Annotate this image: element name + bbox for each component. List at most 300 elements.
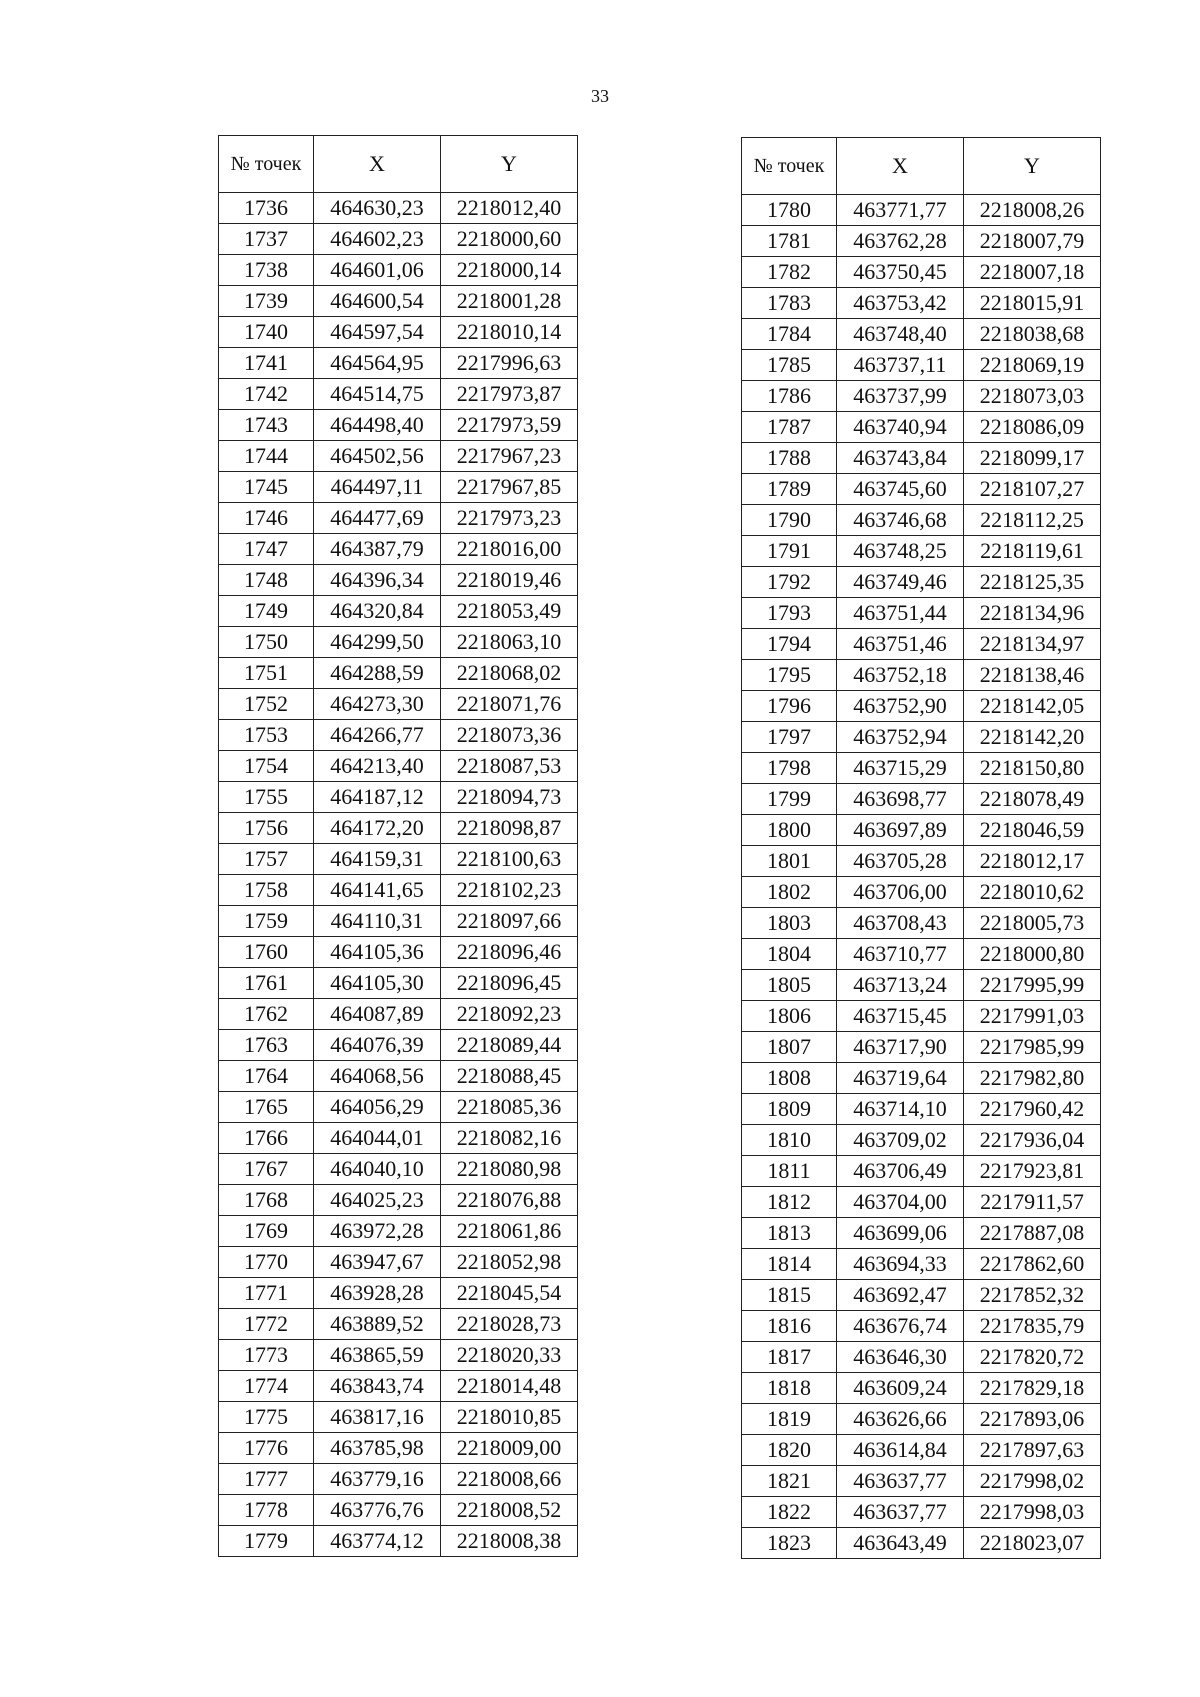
- x-coordinate-cell: 464110,31: [314, 906, 441, 937]
- point-number-cell: 1810: [742, 1125, 837, 1156]
- y-coordinate-cell: 2218045,54: [441, 1278, 578, 1309]
- x-coordinate-cell: 463889,52: [314, 1309, 441, 1340]
- y-coordinate-cell: 2218071,76: [441, 689, 578, 720]
- point-number-cell: 1747: [219, 534, 314, 565]
- x-coordinate-cell: 463609,24: [837, 1373, 964, 1404]
- x-coordinate-cell: 463785,98: [314, 1433, 441, 1464]
- table-body: [219, 193, 578, 1557]
- coordinates-table-left: [218, 135, 578, 1557]
- table-row: [742, 877, 1101, 908]
- y-coordinate-cell: 2218112,25: [964, 505, 1101, 536]
- x-coordinate-cell: 463745,60: [837, 474, 964, 505]
- table-row: [219, 720, 578, 751]
- table-row: [219, 658, 578, 689]
- x-coordinate-cell: 463717,90: [837, 1032, 964, 1063]
- table-row: [742, 288, 1101, 319]
- header-x: X: [314, 136, 441, 193]
- table-row: [742, 1528, 1101, 1559]
- table-row: [742, 1280, 1101, 1311]
- point-number-cell: 1740: [219, 317, 314, 348]
- y-coordinate-cell: 2218012,17: [964, 846, 1101, 877]
- x-coordinate-cell: 463740,94: [837, 412, 964, 443]
- table-row: [219, 286, 578, 317]
- y-coordinate-cell: 2218142,20: [964, 722, 1101, 753]
- table-row: [742, 226, 1101, 257]
- table-row: [219, 1495, 578, 1526]
- table-row: [742, 1311, 1101, 1342]
- x-coordinate-cell: 463774,12: [314, 1526, 441, 1557]
- table-row: [742, 753, 1101, 784]
- x-coordinate-cell: 463704,00: [837, 1187, 964, 1218]
- y-coordinate-cell: 2217996,63: [441, 348, 578, 379]
- table-row: [219, 813, 578, 844]
- table-row: [219, 1154, 578, 1185]
- x-coordinate-cell: 463715,45: [837, 1001, 964, 1032]
- table-row: [742, 970, 1101, 1001]
- x-coordinate-cell: 463737,11: [837, 350, 964, 381]
- y-coordinate-cell: 2218020,33: [441, 1340, 578, 1371]
- point-number-cell: 1803: [742, 908, 837, 939]
- point-number-cell: 1798: [742, 753, 837, 784]
- point-number-cell: 1772: [219, 1309, 314, 1340]
- table-row: [742, 1063, 1101, 1094]
- table-row: [219, 844, 578, 875]
- y-coordinate-cell: 2218000,14: [441, 255, 578, 286]
- point-number-cell: 1787: [742, 412, 837, 443]
- table-row: [742, 1404, 1101, 1435]
- table-row: [742, 412, 1101, 443]
- table-row: [219, 1030, 578, 1061]
- y-coordinate-cell: 2218085,36: [441, 1092, 578, 1123]
- x-coordinate-cell: 464040,10: [314, 1154, 441, 1185]
- y-coordinate-cell: 2218092,23: [441, 999, 578, 1030]
- x-coordinate-cell: 463637,77: [837, 1497, 964, 1528]
- y-coordinate-cell: 2218087,53: [441, 751, 578, 782]
- y-coordinate-cell: 2217835,79: [964, 1311, 1101, 1342]
- y-coordinate-cell: 2218000,60: [441, 224, 578, 255]
- y-coordinate-cell: 2218015,91: [964, 288, 1101, 319]
- y-coordinate-cell: 2218073,36: [441, 720, 578, 751]
- point-number-cell: 1800: [742, 815, 837, 846]
- y-coordinate-cell: 2217820,72: [964, 1342, 1101, 1373]
- y-coordinate-cell: 2217991,03: [964, 1001, 1101, 1032]
- y-coordinate-cell: 2217829,18: [964, 1373, 1101, 1404]
- y-coordinate-cell: 2218086,09: [964, 412, 1101, 443]
- table-row: [219, 410, 578, 441]
- y-coordinate-cell: 2218142,05: [964, 691, 1101, 722]
- y-coordinate-cell: 2218100,63: [441, 844, 578, 875]
- table-row: [219, 379, 578, 410]
- point-number-cell: 1745: [219, 472, 314, 503]
- x-coordinate-cell: 464266,77: [314, 720, 441, 751]
- table-row: [742, 1218, 1101, 1249]
- y-coordinate-cell: 2218150,80: [964, 753, 1101, 784]
- point-number-cell: 1762: [219, 999, 314, 1030]
- point-number-cell: 1764: [219, 1061, 314, 1092]
- point-number-cell: 1796: [742, 691, 837, 722]
- coordinates-table-right: [741, 137, 1101, 1559]
- y-coordinate-cell: 2218008,26: [964, 195, 1101, 226]
- y-coordinate-cell: 2218078,49: [964, 784, 1101, 815]
- table-row: [219, 193, 578, 224]
- x-coordinate-cell: 463752,90: [837, 691, 964, 722]
- x-coordinate-cell: 463699,06: [837, 1218, 964, 1249]
- x-coordinate-cell: 463865,59: [314, 1340, 441, 1371]
- y-coordinate-cell: 2217998,03: [964, 1497, 1101, 1528]
- x-coordinate-cell: 464299,50: [314, 627, 441, 658]
- x-coordinate-cell: 463746,68: [837, 505, 964, 536]
- x-coordinate-cell: 463715,29: [837, 753, 964, 784]
- x-coordinate-cell: 464396,34: [314, 565, 441, 596]
- x-coordinate-cell: 464105,30: [314, 968, 441, 999]
- table-row: [219, 472, 578, 503]
- table-row: [219, 596, 578, 627]
- point-number-cell: 1780: [742, 195, 837, 226]
- y-coordinate-cell: 2218107,27: [964, 474, 1101, 505]
- table-row: [742, 1187, 1101, 1218]
- table-row: [742, 1032, 1101, 1063]
- table-row: [219, 1433, 578, 1464]
- x-coordinate-cell: 464600,54: [314, 286, 441, 317]
- table-row: [742, 1435, 1101, 1466]
- point-number-cell: 1768: [219, 1185, 314, 1216]
- table-row: [742, 722, 1101, 753]
- y-coordinate-cell: 2218076,88: [441, 1185, 578, 1216]
- point-number-cell: 1794: [742, 629, 837, 660]
- point-number-cell: 1802: [742, 877, 837, 908]
- x-coordinate-cell: 464141,65: [314, 875, 441, 906]
- point-number-cell: 1749: [219, 596, 314, 627]
- x-coordinate-cell: 463752,18: [837, 660, 964, 691]
- table-row: [219, 1092, 578, 1123]
- point-number-cell: 1736: [219, 193, 314, 224]
- page-number: 33: [591, 86, 609, 106]
- y-coordinate-cell: 2218007,79: [964, 226, 1101, 257]
- x-coordinate-cell: 463643,49: [837, 1528, 964, 1559]
- x-coordinate-cell: 463751,46: [837, 629, 964, 660]
- y-coordinate-cell: 2218134,97: [964, 629, 1101, 660]
- point-number-cell: 1816: [742, 1311, 837, 1342]
- table-row: [219, 1340, 578, 1371]
- point-number-cell: 1786: [742, 381, 837, 412]
- point-number-cell: 1737: [219, 224, 314, 255]
- x-coordinate-cell: 464477,69: [314, 503, 441, 534]
- y-coordinate-cell: 2218073,03: [964, 381, 1101, 412]
- table-row: [742, 536, 1101, 567]
- x-coordinate-cell: 463637,77: [837, 1466, 964, 1497]
- y-coordinate-cell: 2218096,46: [441, 937, 578, 968]
- y-coordinate-cell: 2218089,44: [441, 1030, 578, 1061]
- table-row: [742, 691, 1101, 722]
- point-number-cell: 1754: [219, 751, 314, 782]
- y-coordinate-cell: 2218068,02: [441, 658, 578, 689]
- table-row: [219, 782, 578, 813]
- table-row: [742, 1466, 1101, 1497]
- x-coordinate-cell: 464601,06: [314, 255, 441, 286]
- point-number-cell: 1777: [219, 1464, 314, 1495]
- x-coordinate-cell: 463752,94: [837, 722, 964, 753]
- x-coordinate-cell: 463708,43: [837, 908, 964, 939]
- table-row: [219, 1309, 578, 1340]
- x-coordinate-cell: 463748,25: [837, 536, 964, 567]
- point-number-cell: 1759: [219, 906, 314, 937]
- x-coordinate-cell: 463737,99: [837, 381, 964, 412]
- x-coordinate-cell: 464564,95: [314, 348, 441, 379]
- table-row: [742, 784, 1101, 815]
- point-number-cell: 1773: [219, 1340, 314, 1371]
- y-coordinate-cell: 2218063,10: [441, 627, 578, 658]
- table-row: [219, 968, 578, 999]
- x-coordinate-cell: 464187,12: [314, 782, 441, 813]
- header-y: Y: [964, 138, 1101, 195]
- y-coordinate-cell: 2218138,46: [964, 660, 1101, 691]
- table-row: [219, 565, 578, 596]
- y-coordinate-cell: 2217852,32: [964, 1280, 1101, 1311]
- point-number-cell: 1788: [742, 443, 837, 474]
- point-number-cell: 1752: [219, 689, 314, 720]
- point-number-cell: 1742: [219, 379, 314, 410]
- point-number-cell: 1761: [219, 968, 314, 999]
- table-row: [742, 1156, 1101, 1187]
- x-coordinate-cell: 463748,40: [837, 319, 964, 350]
- table-row: [742, 350, 1101, 381]
- y-coordinate-cell: 2218000,80: [964, 939, 1101, 970]
- y-coordinate-cell: 2218005,73: [964, 908, 1101, 939]
- point-number-cell: 1819: [742, 1404, 837, 1435]
- table-row: [742, 660, 1101, 691]
- point-number-cell: 1775: [219, 1402, 314, 1433]
- table-row: [219, 1278, 578, 1309]
- table-row: [219, 689, 578, 720]
- x-coordinate-cell: 463709,02: [837, 1125, 964, 1156]
- x-coordinate-cell: 463614,84: [837, 1435, 964, 1466]
- x-coordinate-cell: 463714,10: [837, 1094, 964, 1125]
- point-number-cell: 1785: [742, 350, 837, 381]
- point-number-cell: 1781: [742, 226, 837, 257]
- point-number-cell: 1765: [219, 1092, 314, 1123]
- point-number-cell: 1771: [219, 1278, 314, 1309]
- table-row: [219, 875, 578, 906]
- point-number-cell: 1755: [219, 782, 314, 813]
- point-number-cell: 1809: [742, 1094, 837, 1125]
- table-row: [742, 1094, 1101, 1125]
- y-coordinate-cell: 2217936,04: [964, 1125, 1101, 1156]
- y-coordinate-cell: 2217887,08: [964, 1218, 1101, 1249]
- x-coordinate-cell: 464105,36: [314, 937, 441, 968]
- point-number-cell: 1814: [742, 1249, 837, 1280]
- table-row: [219, 224, 578, 255]
- point-number-cell: 1804: [742, 939, 837, 970]
- x-coordinate-cell: 464502,56: [314, 441, 441, 472]
- y-coordinate-cell: 2218096,45: [441, 968, 578, 999]
- x-coordinate-cell: 463843,74: [314, 1371, 441, 1402]
- table-row: [742, 567, 1101, 598]
- x-coordinate-cell: 464172,20: [314, 813, 441, 844]
- point-number-cell: 1813: [742, 1218, 837, 1249]
- y-coordinate-cell: 2217967,23: [441, 441, 578, 472]
- table-row: [742, 846, 1101, 877]
- y-coordinate-cell: 2218009,00: [441, 1433, 578, 1464]
- table-row: [742, 1373, 1101, 1404]
- y-coordinate-cell: 2218094,73: [441, 782, 578, 813]
- table-row: [742, 598, 1101, 629]
- point-number-cell: 1758: [219, 875, 314, 906]
- y-coordinate-cell: 2218007,18: [964, 257, 1101, 288]
- x-coordinate-cell: 463698,77: [837, 784, 964, 815]
- point-number-cell: 1760: [219, 937, 314, 968]
- point-number-cell: 1811: [742, 1156, 837, 1187]
- point-number-cell: 1792: [742, 567, 837, 598]
- x-coordinate-cell: 464497,11: [314, 472, 441, 503]
- y-coordinate-cell: 2218010,85: [441, 1402, 578, 1433]
- point-number-cell: 1805: [742, 970, 837, 1001]
- x-coordinate-cell: 463706,00: [837, 877, 964, 908]
- x-coordinate-cell: 463753,42: [837, 288, 964, 319]
- table-row: [219, 751, 578, 782]
- x-coordinate-cell: 463750,45: [837, 257, 964, 288]
- y-coordinate-cell: 2217897,63: [964, 1435, 1101, 1466]
- y-coordinate-cell: 2217862,60: [964, 1249, 1101, 1280]
- table-row: [219, 1061, 578, 1092]
- header-point-number: № точек: [219, 136, 314, 193]
- point-number-cell: 1778: [219, 1495, 314, 1526]
- y-coordinate-cell: 2218053,49: [441, 596, 578, 627]
- y-coordinate-cell: 2217973,59: [441, 410, 578, 441]
- y-coordinate-cell: 2218023,07: [964, 1528, 1101, 1559]
- x-coordinate-cell: 463776,76: [314, 1495, 441, 1526]
- point-number-cell: 1741: [219, 348, 314, 379]
- y-coordinate-cell: 2218082,16: [441, 1123, 578, 1154]
- y-coordinate-cell: 2218008,38: [441, 1526, 578, 1557]
- table-row: [219, 627, 578, 658]
- table-row: [219, 1247, 578, 1278]
- table-row: [219, 1402, 578, 1433]
- y-coordinate-cell: 2217923,81: [964, 1156, 1101, 1187]
- point-number-cell: 1820: [742, 1435, 837, 1466]
- table-row: [742, 1342, 1101, 1373]
- point-number-cell: 1791: [742, 536, 837, 567]
- y-coordinate-cell: 2218008,66: [441, 1464, 578, 1495]
- table-row: [219, 317, 578, 348]
- table-row: [219, 937, 578, 968]
- table-body: [742, 195, 1101, 1559]
- table-row: [219, 1464, 578, 1495]
- table-row: [219, 1216, 578, 1247]
- table-header-row: [742, 138, 1101, 195]
- y-coordinate-cell: 2218069,19: [964, 350, 1101, 381]
- y-coordinate-cell: 2217973,23: [441, 503, 578, 534]
- y-coordinate-cell: 2218134,96: [964, 598, 1101, 629]
- table-row: [219, 1123, 578, 1154]
- table-row: [742, 505, 1101, 536]
- table-row: [742, 257, 1101, 288]
- y-coordinate-cell: 2218010,62: [964, 877, 1101, 908]
- table-row: [219, 1185, 578, 1216]
- x-coordinate-cell: 464514,75: [314, 379, 441, 410]
- table-row: [742, 1497, 1101, 1528]
- x-coordinate-cell: 463646,30: [837, 1342, 964, 1373]
- x-coordinate-cell: 463743,84: [837, 443, 964, 474]
- point-number-cell: 1797: [742, 722, 837, 753]
- table-row: [742, 908, 1101, 939]
- table-row: [742, 939, 1101, 970]
- table-row: [742, 1125, 1101, 1156]
- table-row: [742, 319, 1101, 350]
- point-number-cell: 1744: [219, 441, 314, 472]
- y-coordinate-cell: 2217995,99: [964, 970, 1101, 1001]
- header-x: X: [837, 138, 964, 195]
- y-coordinate-cell: 2218061,86: [441, 1216, 578, 1247]
- point-number-cell: 1801: [742, 846, 837, 877]
- y-coordinate-cell: 2218088,45: [441, 1061, 578, 1092]
- x-coordinate-cell: 463817,16: [314, 1402, 441, 1433]
- point-number-cell: 1789: [742, 474, 837, 505]
- y-coordinate-cell: 2218098,87: [441, 813, 578, 844]
- header-point-number: № точек: [742, 138, 837, 195]
- x-coordinate-cell: 464320,84: [314, 596, 441, 627]
- y-coordinate-cell: 2218012,40: [441, 193, 578, 224]
- y-coordinate-cell: 2218008,52: [441, 1495, 578, 1526]
- x-coordinate-cell: 464597,54: [314, 317, 441, 348]
- y-coordinate-cell: 2218125,35: [964, 567, 1101, 598]
- point-number-cell: 1779: [219, 1526, 314, 1557]
- point-number-cell: 1770: [219, 1247, 314, 1278]
- point-number-cell: 1753: [219, 720, 314, 751]
- x-coordinate-cell: 463676,74: [837, 1311, 964, 1342]
- x-coordinate-cell: 463697,89: [837, 815, 964, 846]
- x-coordinate-cell: 463928,28: [314, 1278, 441, 1309]
- x-coordinate-cell: 464630,23: [314, 193, 441, 224]
- x-coordinate-cell: 464068,56: [314, 1061, 441, 1092]
- point-number-cell: 1748: [219, 565, 314, 596]
- x-coordinate-cell: 464076,39: [314, 1030, 441, 1061]
- point-number-cell: 1815: [742, 1280, 837, 1311]
- point-number-cell: 1783: [742, 288, 837, 319]
- point-number-cell: 1766: [219, 1123, 314, 1154]
- y-coordinate-cell: 2217998,02: [964, 1466, 1101, 1497]
- point-number-cell: 1738: [219, 255, 314, 286]
- table-row: [742, 815, 1101, 846]
- point-number-cell: 1746: [219, 503, 314, 534]
- point-number-cell: 1763: [219, 1030, 314, 1061]
- point-number-cell: 1817: [742, 1342, 837, 1373]
- x-coordinate-cell: 464159,31: [314, 844, 441, 875]
- x-coordinate-cell: 463710,77: [837, 939, 964, 970]
- point-number-cell: 1823: [742, 1528, 837, 1559]
- y-coordinate-cell: 2218028,73: [441, 1309, 578, 1340]
- y-coordinate-cell: 2218038,68: [964, 319, 1101, 350]
- table-row: [742, 474, 1101, 505]
- table-row: [742, 1249, 1101, 1280]
- point-number-cell: 1821: [742, 1466, 837, 1497]
- y-coordinate-cell: 2217982,80: [964, 1063, 1101, 1094]
- y-coordinate-cell: 2217960,42: [964, 1094, 1101, 1125]
- y-coordinate-cell: 2218001,28: [441, 286, 578, 317]
- point-number-cell: 1776: [219, 1433, 314, 1464]
- y-coordinate-cell: 2217893,06: [964, 1404, 1101, 1435]
- table-header-row: [219, 136, 578, 193]
- point-number-cell: 1818: [742, 1373, 837, 1404]
- point-number-cell: 1808: [742, 1063, 837, 1094]
- y-coordinate-cell: 2218019,46: [441, 565, 578, 596]
- x-coordinate-cell: 463719,64: [837, 1063, 964, 1094]
- y-coordinate-cell: 2218010,14: [441, 317, 578, 348]
- point-number-cell: 1743: [219, 410, 314, 441]
- x-coordinate-cell: 464602,23: [314, 224, 441, 255]
- table-row: [219, 348, 578, 379]
- y-coordinate-cell: 2217973,87: [441, 379, 578, 410]
- point-number-cell: 1806: [742, 1001, 837, 1032]
